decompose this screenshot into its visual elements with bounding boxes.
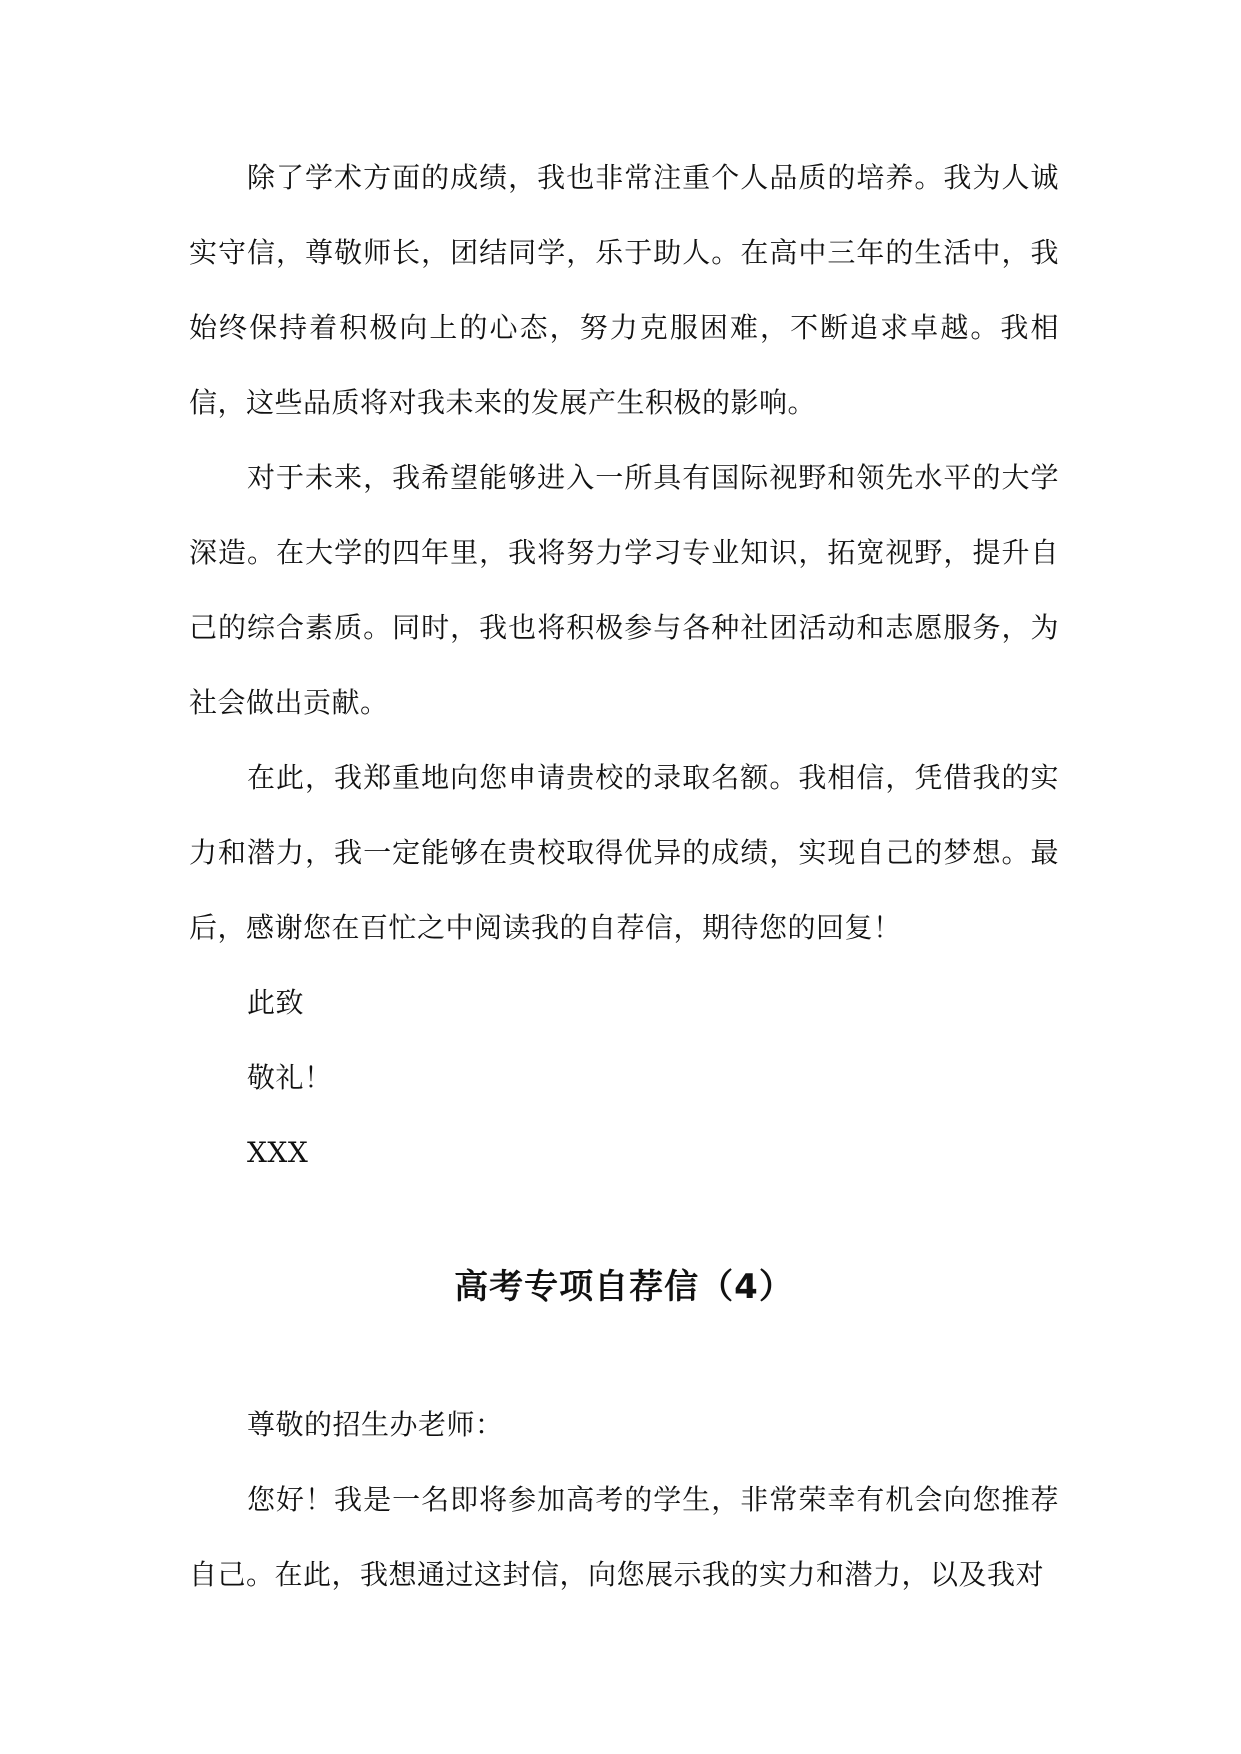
section-title: 高考专项自荐信（4）: [454, 1267, 794, 1307]
paragraph-future-plans: 对于未来，我希望能够进入一所具有国际视野和领先水平的大学深造。在大学的四年里，我将努力学习专业知识，拓宽视野，提升自己的综合素质。同时，我也将积极参与各种社团活动和志愿服务，为社会做出贡献。: [189, 461, 1059, 719]
paragraph-personal-qualities: 除了学术方面的成绩，我也非常注重个人品质的培养。我为人诚实守信，尊敬师长，团结同学，乐于助人。在高中三年的生活中，我始终保持着积极向上的心态，努力克服困难，不断追求卓越。我相信，这些品质将对我未来的发展产生积极的影响。: [189, 161, 1059, 419]
paragraph-greeting: 您好！我是一名即将参加高考的学生，非常荣幸有机会向您推荐自己。在此，我想通过这封信，向您展示我的实力和潜力，以及我对: [189, 1483, 1059, 1591]
document-body: [189, 140, 1059, 1612]
signature: XXX: [247, 1136, 309, 1169]
closing-line-1: 此致: [247, 986, 305, 1019]
salutation: 尊敬的招生办老师：: [247, 1408, 504, 1441]
paragraph-application: 在此，我郑重地向您申请贵校的录取名额。我相信，凭借我的实力和潜力，我一定能够在贵校取得优异的成绩，实现自己的梦想。最后，感谢您在百忙之中阅读我的自荐信，期待您的回复！: [189, 761, 1059, 944]
closing-line-2: 敬礼！: [247, 1061, 333, 1094]
